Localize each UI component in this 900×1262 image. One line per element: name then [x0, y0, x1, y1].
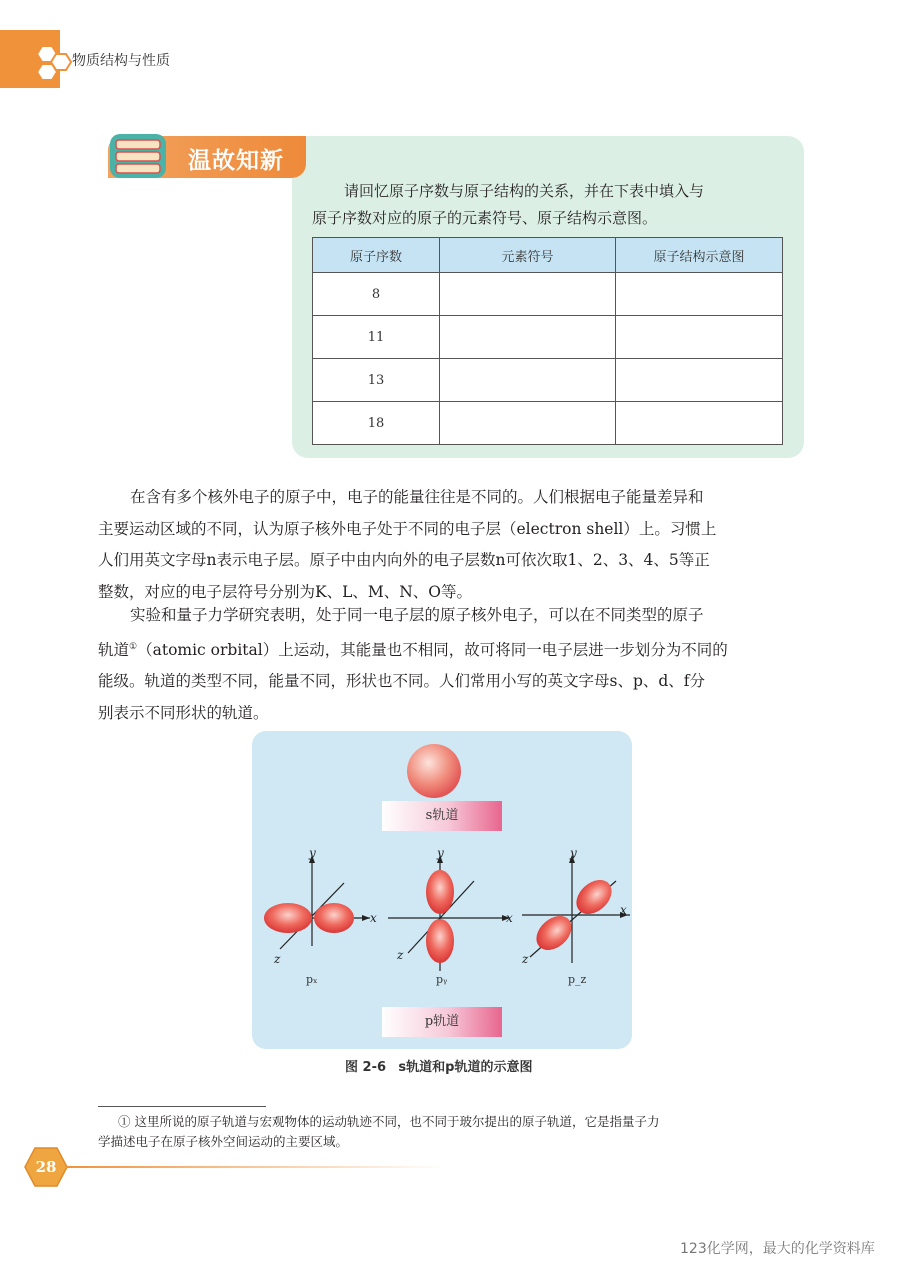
table-cell: 18	[313, 402, 440, 445]
footnote	[98, 1112, 808, 1152]
table-cell	[616, 402, 783, 445]
footnote-line: 学描述电子在原子核外空间运动的主要区域。	[98, 1134, 349, 1149]
review-table	[312, 237, 783, 445]
figure-caption	[345, 1056, 532, 1075]
axis-label-x: x	[506, 911, 513, 925]
axis-label-x: x	[620, 903, 627, 917]
hexagon-logo-icon	[30, 44, 78, 84]
paragraph-line: 能级。轨道的类型不同，能量不同，形状也不同。人们常用小写的英文字母s、p、d、f分	[98, 672, 706, 691]
table-cell: 13	[313, 359, 440, 402]
figure-caption-text: s轨道和p轨道的示意图	[398, 1060, 533, 1075]
axis-label-z: z	[274, 952, 281, 966]
table-row	[313, 402, 783, 445]
paragraph-line: 人们用英文字母n表示电子层。原子中由内向外的电子层数n可依次取1、2、3、4、5等正	[98, 551, 710, 569]
table-row	[313, 316, 783, 359]
px-label: pₓ	[306, 973, 318, 986]
table-cell	[440, 273, 616, 316]
table-header: 元素符号	[440, 238, 616, 273]
table-row	[313, 359, 783, 402]
py-orbital	[388, 855, 510, 971]
table-cell	[616, 316, 783, 359]
table-cell	[616, 359, 783, 402]
page-footer-line	[66, 1166, 446, 1168]
book-stack-icon	[104, 128, 174, 184]
orbital-word: 轨道	[98, 640, 130, 659]
table-cell	[440, 359, 616, 402]
axis-label-z: z	[522, 952, 529, 966]
table-cell	[616, 273, 783, 316]
table-cell: 8	[313, 273, 440, 316]
axis-label-y: y	[437, 846, 444, 860]
s-orbital-label: s轨道	[382, 801, 502, 831]
paragraph-line: 整数，对应的电子层符号分别为K、L、M、N、O等。	[98, 582, 473, 601]
table-cell: 11	[313, 316, 440, 359]
pz-label: p_z	[568, 973, 587, 986]
table-cell	[440, 316, 616, 359]
table-header: 原子结构示意图	[616, 238, 783, 273]
paragraph-line-rest: （atomic orbital）上运动，其能量也不相同，故可将同一电子层进一步划分为不同的	[137, 640, 728, 659]
px-orbital	[264, 855, 370, 949]
orbital-illustration	[252, 731, 632, 1049]
paragraph-line: 主要运动区域的不同，认为原子核外电子处于不同的电子层（electron shell）上。习惯上	[98, 519, 717, 538]
instruction-line: 原子序数对应的原子的元素符号、原子结构示意图。	[312, 209, 658, 227]
paragraph-line: 别表示不同形状的轨道。	[98, 703, 269, 722]
paragraph-line: 在含有多个核外电子的原子中，电子的能量往往是不同的。人们根据电子能量差异和	[130, 488, 704, 506]
p-orbital-label: p轨道	[382, 1007, 502, 1037]
page-number: 28	[35, 1158, 57, 1176]
paragraph-line: 实验和量子力学研究表明，处于同一电子层的原子核外电子，可以在不同类型的原子	[130, 606, 704, 624]
paragraph-line	[98, 632, 808, 667]
footnote-divider	[98, 1106, 266, 1107]
s-orbital-sphere	[407, 744, 461, 798]
table-header: 原子序数	[313, 238, 440, 273]
axis-label-y: y	[570, 846, 577, 860]
figure-number: 图 2-6	[345, 1060, 387, 1075]
footnote-mark[interactable]: ①	[129, 641, 138, 652]
paragraph-electron-shells	[98, 482, 808, 608]
footnote-line: ① 这里所说的原子轨道与宏观物体的运动轨迹不同，也不同于玻尔提出的原子轨道，它是指量子力	[118, 1114, 660, 1129]
axis-label-y: y	[309, 846, 316, 860]
instruction-line: 请回忆原子序数与原子结构的关系，并在下表中填入与	[344, 182, 705, 200]
py-label: pᵧ	[436, 973, 448, 986]
book-title: 物质结构与性质	[72, 53, 170, 69]
review-title: 温故知新	[188, 148, 284, 174]
pz-orbital	[522, 855, 630, 963]
review-instruction	[312, 178, 792, 232]
watermark: 123化学网，最大的化学资料库	[680, 1241, 875, 1257]
paragraph-orbitals	[98, 600, 808, 729]
table-row	[313, 273, 783, 316]
orbital-figure	[252, 731, 632, 1049]
axis-label-z: z	[397, 948, 404, 962]
axis-label-x: x	[370, 911, 377, 925]
table-cell	[440, 402, 616, 445]
